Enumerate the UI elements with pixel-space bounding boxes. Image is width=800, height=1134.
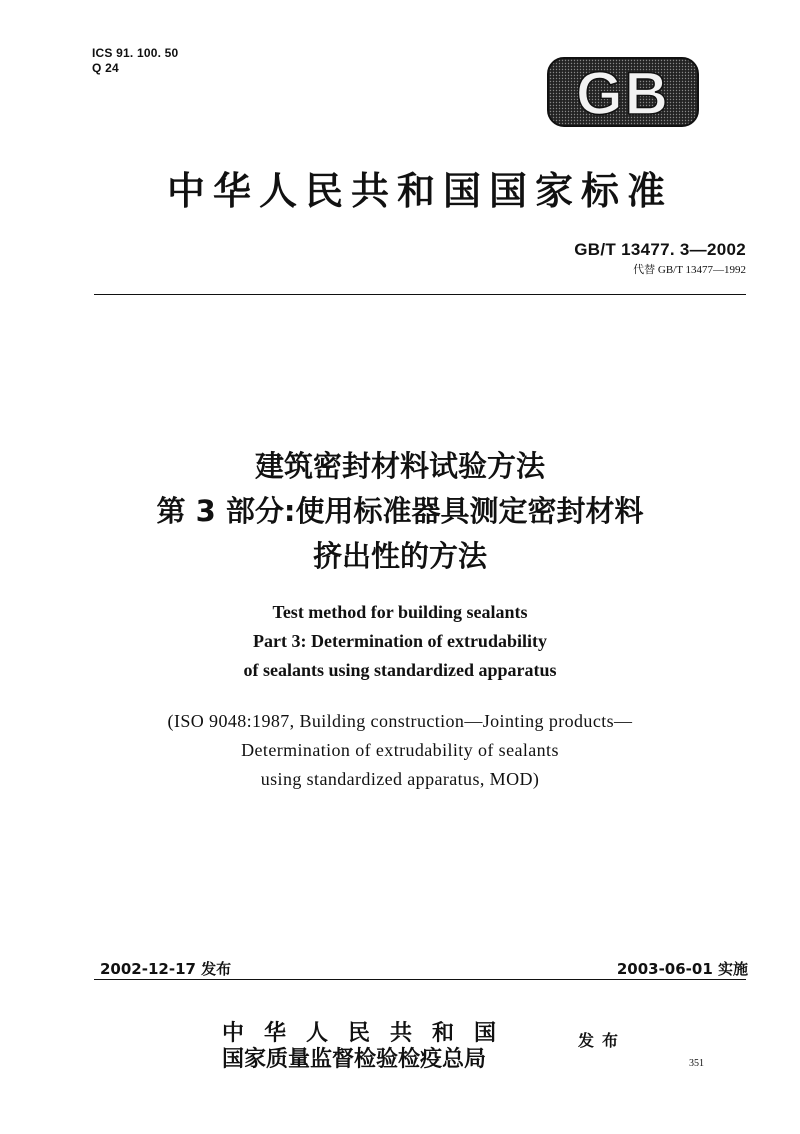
title-english: [100, 598, 700, 685]
title-en-line1: Test method for building sealants: [272, 602, 528, 622]
publisher-line1: 中华人民共和国: [222, 1020, 517, 1046]
gb-logo: [546, 56, 700, 128]
header-divider: [94, 294, 746, 295]
ics-classification: [92, 46, 178, 76]
title-cn-line3: 挤出性的方法: [312, 539, 487, 573]
replaced-standard: 代替 GB/T 13477—1992: [633, 264, 746, 276]
title-en-line2: Part 3: Determination of extrudability: [253, 631, 547, 651]
title-cn-line1: 建筑密封材料试验方法: [254, 449, 545, 483]
page-number: 351: [689, 1058, 704, 1069]
iso-line1: (ISO 9048:1987, Building construction—Jointing products—: [167, 711, 633, 731]
ics-code: ICS 91. 100. 50: [92, 46, 179, 60]
iso-line3: using standardized apparatus, MOD): [260, 769, 540, 789]
national-standard-title: 中华人民共和国国家标准: [166, 168, 673, 213]
publisher-line2: 国家质量监督检验检疫总局: [222, 1046, 487, 1072]
iso-reference: [60, 707, 740, 794]
ccs-code: Q 24: [92, 61, 119, 75]
gb-logo-text: GB: [576, 60, 670, 127]
standard-number: GB/T 13477. 3—2002: [574, 240, 746, 259]
title-chinese: [40, 444, 760, 579]
title-en-line3: of sealants using standardized apparatus: [243, 660, 557, 680]
title-cn-line2: 第 3 部分:使用标准器具测定密封材料: [156, 494, 644, 528]
implementation-date: 2003-06-01 实施: [616, 960, 748, 978]
issue-date: 2002-12-17 发布: [100, 960, 232, 978]
footer-divider: [94, 979, 746, 980]
publisher-verb: 发布: [578, 1031, 627, 1050]
iso-line2: Determination of extrudability of sealants: [241, 740, 559, 760]
standard-number-block: [574, 240, 746, 277]
